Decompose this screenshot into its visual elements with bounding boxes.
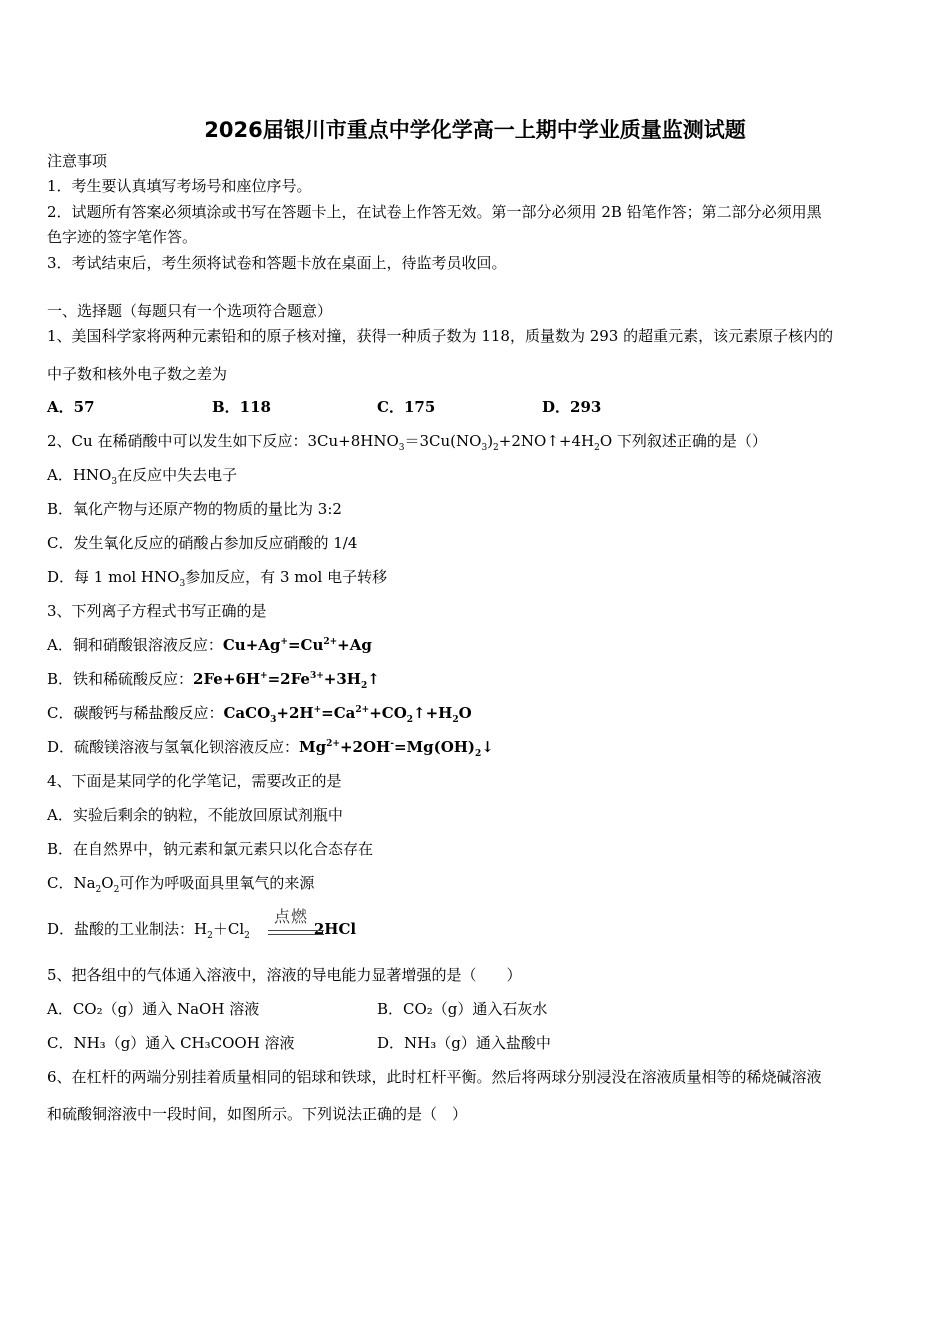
q1-option-a: A．57 [47,398,95,416]
q2-option-d: D．每 1 mol $HNO_3$参加反应，有 3 mol 电子转移 [47,568,388,589]
q4-option-b: B．在自然界中，钠元素和氯元素只以化合态存在 [47,840,374,858]
notice-item-2a: 2．试题所有答案必须填涂或书写在答题卡上，在试卷上作答无效。第一部分必须用 2B 铅笔作答；第二部分必须用黑 [47,203,822,221]
q1-stem-line2: 中子数和核外电子数之差为 [47,365,228,383]
equals-bar-bottom [268,934,324,935]
q3-option-d: D．硫酸镁溶液与氢氧化钡溶液反应：$Mg^{2+}+2OH^-=Mg(OH)_2↓$ [47,738,494,759]
q5-option-b: B．CO₂（g）通入石灰水 [377,1000,548,1018]
reaction-condition: 点燃 [274,907,309,926]
q2-option-b: B．氧化产物与还原产物的物质的量比为 3:2 [47,500,342,518]
q6-stem-line1: 6、在杠杆的两端分别挂着质量相同的铝球和铁球，此时杠杆平衡。然后将两球分别浸没在溶液质量相等的稀烧碱溶液 [47,1068,822,1086]
q3-option-a: A．铜和硝酸银溶液反应：$Cu+Ag^+=Cu^{2+}+Ag$ [47,636,372,654]
q3-option-c: C．碳酸钙与稀盐酸反应：$CaCO_3+2H^+=Ca^{2+}+CO_2↑+H_2O$ [47,704,472,725]
notice-item-2b: 色字迹的签字笔作答。 [47,228,198,246]
notice-item-3: 3．考试结束后，考生须将试卷和答题卡放在桌面上，待监考员收回。 [47,254,507,272]
notice-item-1: 1．考生要认真填写考场号和座位序号。 [47,177,312,195]
q5-option-a: A．CO₂（g）通入 NaOH 溶液 [47,1000,260,1018]
q2-option-a: A．$HNO_3$在反应中失去电子 [47,466,238,487]
q5-stem: 5、把各组中的气体通入溶液中，溶液的导电能力显著增强的是（ ） [47,966,522,984]
notice-heading: 注意事项 [47,152,108,170]
equals-bar-top [268,930,324,931]
q1-option-d: D．293 [542,398,602,416]
q4-option-c: C．$Na_2O_2$可作为呼吸面具里氧气的来源 [47,874,315,895]
q4-option-a: A．实验后剩余的钠粒，不能放回原试剂瓶中 [47,806,343,824]
q1-stem-line1: 1、美国科学家将两种元素铅和的原子核对撞，获得一种质子数为 118，质量数为 293 的超重元素，该元素原子核内的 [47,327,834,345]
q3-option-b: B．铁和稀硫酸反应：$2Fe+6H^+=2Fe^{3+}+3H_2↑$ [47,670,380,691]
q4-stem: 4、下面是某同学的化学笔记，需要改正的是 [47,772,342,790]
section-heading: 一、选择题（每题只有一个选项符合题意） [47,302,333,320]
q1-option-b: B．118 [212,398,271,416]
q2-stem: 2、Cu 在稀硝酸中可以发生如下反应：$3Cu+8HNO_3=3Cu(NO_3)_2+2NO↑+4H_2O$ 下列叙述正确的是（） [47,432,767,453]
q1-option-c: C．175 [377,398,436,416]
q6-stem-line2: 和硫酸铜溶液中一段时间，如图所示。下列说法正确的是（ ） [47,1105,468,1123]
q4-option-d: D．盐酸的工业制法：$H_2+Cl_2$ 2HCl [47,920,357,941]
q5-option-d: D．NH₃（g）通入盐酸中 [377,1034,551,1052]
q3-stem: 3、下列离子方程式书写正确的是 [47,602,267,620]
q2-option-c: C．发生氧化反应的硝酸占参加反应硝酸的 1/4 [47,534,358,552]
page-title: 2026届银川市重点中学化学高一上期中学业质量监测试题 [204,118,746,142]
q5-option-c: C．NH₃（g）通入 CH₃COOH 溶液 [47,1034,295,1052]
